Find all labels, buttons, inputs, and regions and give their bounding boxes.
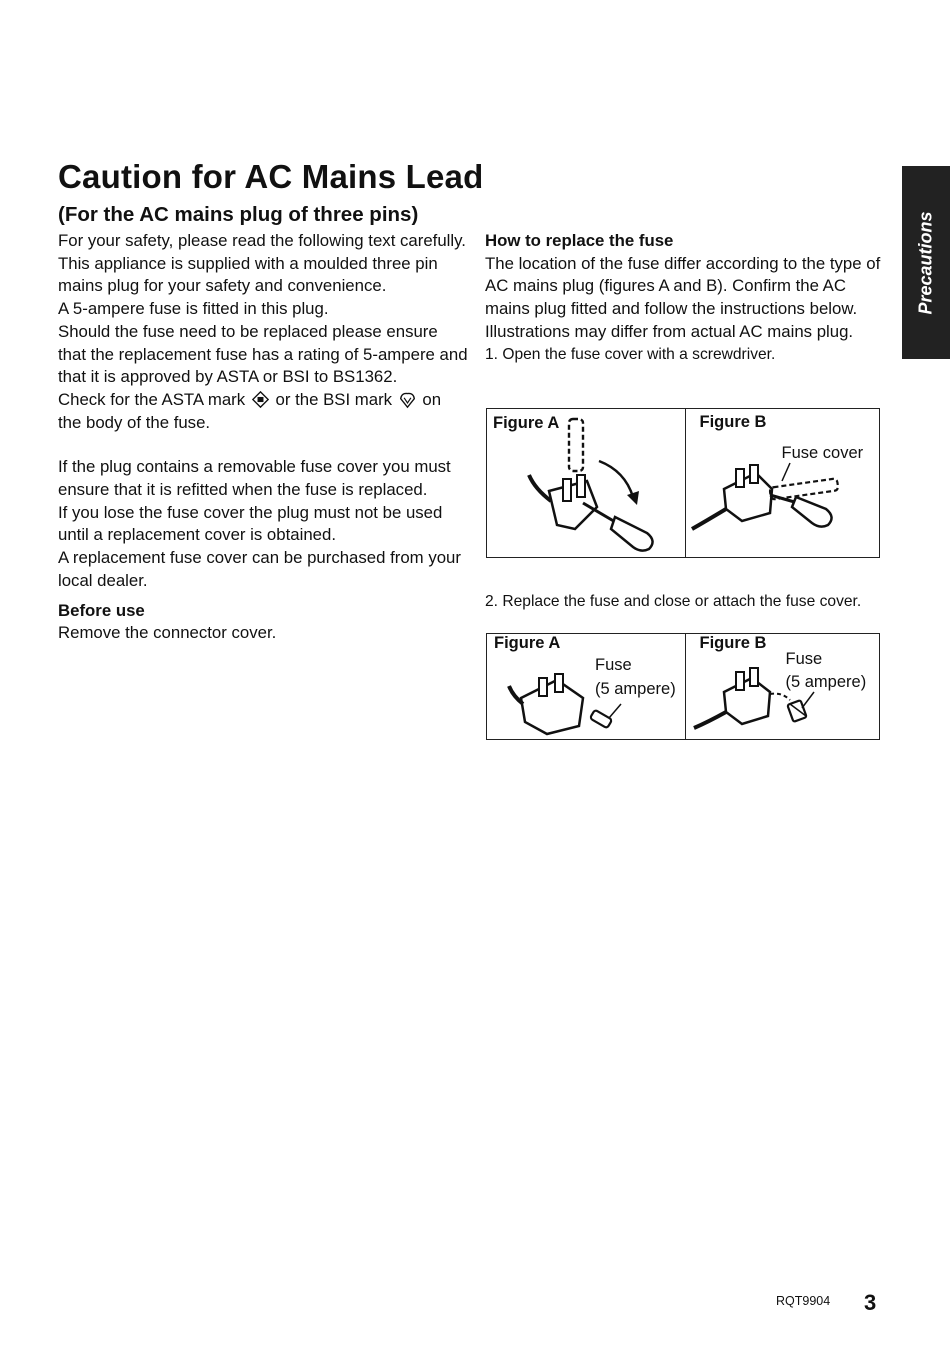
step-2-text: 2. Replace the fuse and close or attach the fuse cover.: [485, 593, 862, 610]
check-body-text: on the body of the fuse.: [58, 389, 442, 432]
page-number: 3: [864, 1290, 877, 1315]
figure-a-label: Figure A: [493, 414, 560, 432]
figure-b-step-1: [685, 409, 880, 557]
fuse-rating-callout-b: (5 ampere): [785, 673, 867, 691]
fuse-callout-b: Fuse: [785, 650, 823, 668]
paragraph-fuse-cover-refit: If the plug contains a removable fuse cover you must ensure that it is refitted when the fuse is replaced.: [58, 457, 451, 500]
section-tab: [902, 166, 950, 359]
figure-table-step-2: [486, 633, 880, 740]
figure-a-label: Figure A: [494, 634, 561, 652]
figure-a-step-2: [487, 634, 685, 739]
paragraph-moulded-plug: This appliance is supplied with a moulded three pin mains plug for your safety and convenience.: [58, 253, 438, 296]
figure-a-step-1: [487, 409, 685, 557]
step-1-text: 1. Open the fuse cover with a screwdriver.: [485, 345, 776, 363]
document-code: RQT9904: [776, 1294, 831, 1308]
figure-b-label: Figure B: [699, 634, 767, 652]
page-subtitle: (For the AC mains plug of three pins): [58, 203, 419, 226]
plug-b-fuse-illustration-icon: [686, 634, 880, 739]
plug-screwdriver-illustration-icon: [487, 409, 685, 557]
plug-b-screwdriver-illustration-icon: [686, 409, 880, 557]
section-tab-label: Precautions: [915, 210, 936, 315]
page-title: Caution for AC Mains Lead: [58, 158, 484, 195]
figure-table-step-1: [486, 408, 880, 558]
asta-mark-icon: [252, 391, 269, 408]
fuse-rating-callout-a: (5 ampere): [595, 680, 676, 698]
left-column: [58, 230, 468, 645]
paragraph-safety: For your safety, please read the following text carefully.: [58, 231, 466, 250]
paragraph-replacement-cover: A replacement fuse cover can be purchased from your local dealer.: [58, 548, 461, 590]
bsi-kitemark-icon: [399, 391, 416, 408]
paragraph-illustrations: Illustrations may differ from actual AC mains plug.: [485, 321, 854, 341]
paragraph-check-marks: [58, 389, 468, 434]
paragraph-replacement-rating: Should the fuse need to be replaced please ensure that the replacement fuse has a rating of 5-ampere and that it is approved by ASTA or BSI to BS1362.: [58, 321, 468, 387]
paragraph-fuse-location: The location of the fuse differ according to the type of AC mains plug (figures A and B). Confirm the AC mains plug fitted and follow the instructions below.: [485, 253, 881, 319]
fuse-cover-callout: Fuse cover: [781, 444, 864, 462]
before-use-text: Remove the connector cover.: [58, 623, 277, 643]
check-asta-text: Check for the ASTA mark: [58, 389, 246, 409]
replace-fuse-heading: How to replace the fuse: [485, 231, 674, 250]
fuse-callout-a: Fuse: [595, 656, 632, 674]
paragraph-lost-cover: If you lose the fuse cover the plug must not be used until a replacement cover is obtained.: [58, 502, 443, 545]
paragraph-fuse-fitted: A 5-ampere fuse is fitted in this plug.: [58, 299, 329, 319]
before-use-heading: Before use: [58, 600, 145, 620]
figure-b-label: Figure B: [699, 413, 767, 431]
plug-fuse-illustration-icon: [487, 634, 685, 739]
check-bsi-text: or the BSI mark: [275, 389, 393, 409]
figure-b-step-2: [685, 634, 880, 739]
right-column: [485, 230, 895, 366]
